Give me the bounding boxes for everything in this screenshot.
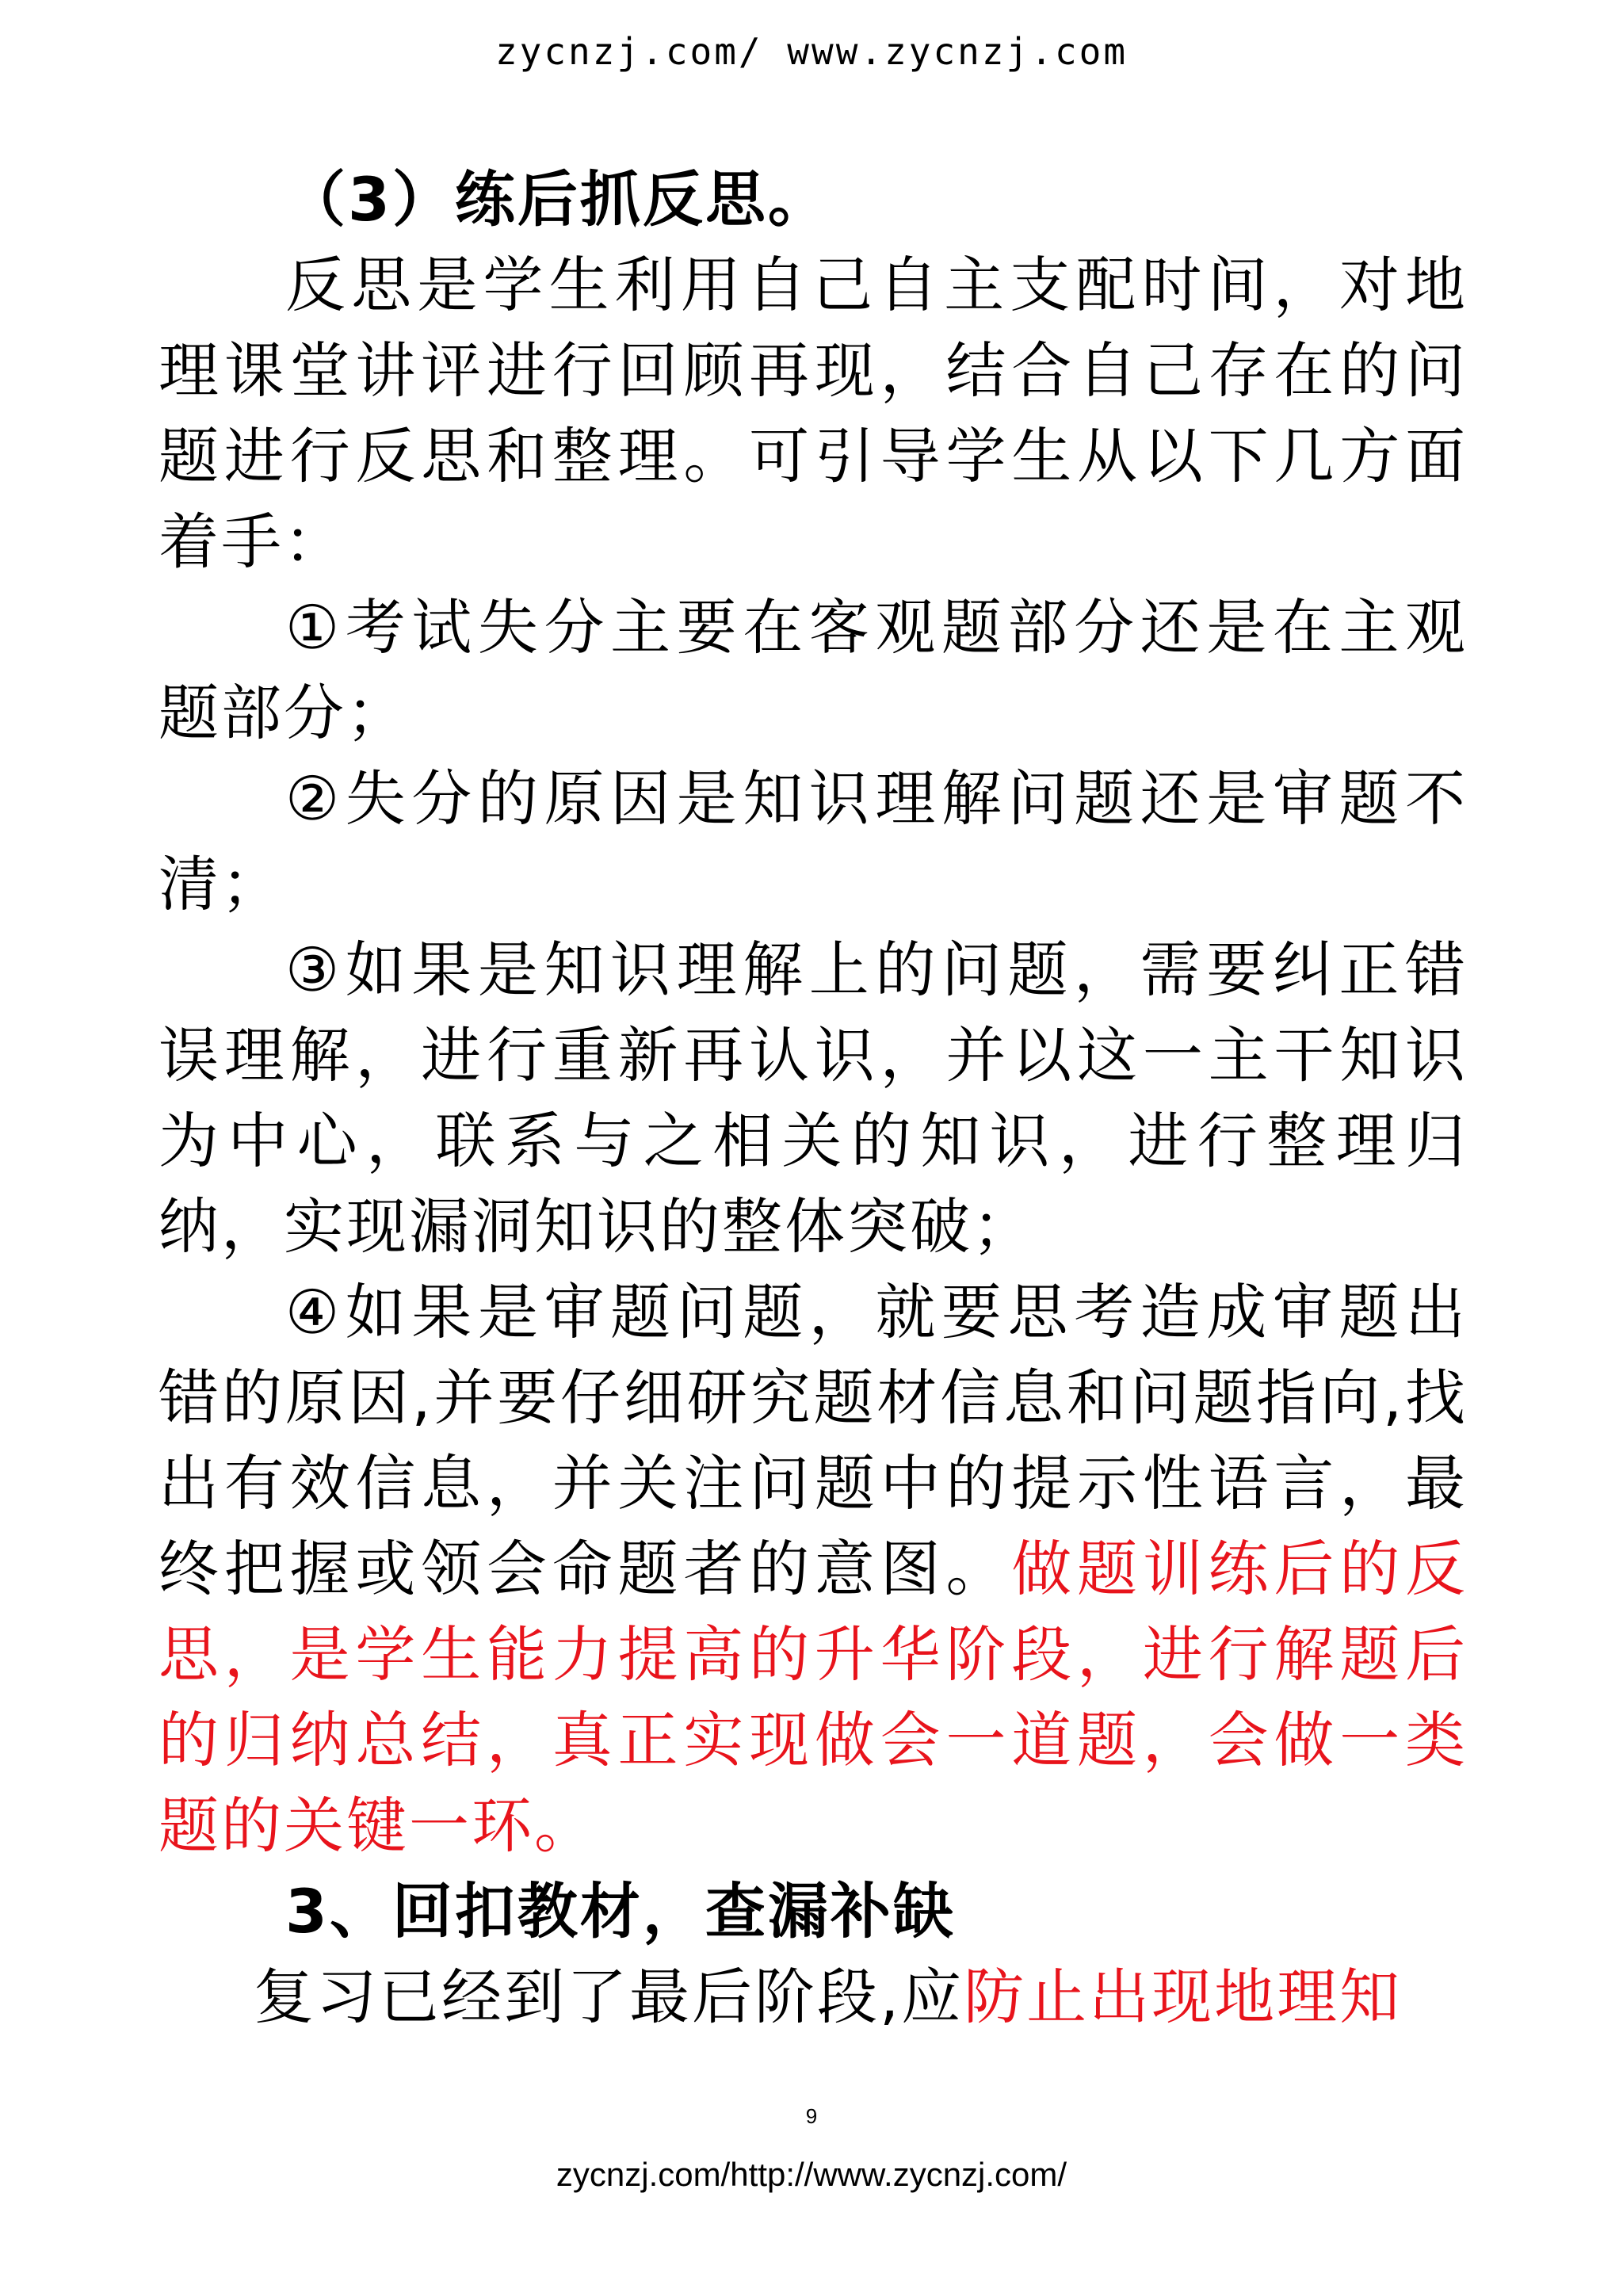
footer-url: zycnzj.com/http://www.zycnzj.com/ — [556, 2156, 1067, 2193]
page-number: 9 — [805, 2104, 818, 2128]
list-item-1: ①考试失分主要在客观题部分还是在主观题部分； — [158, 592, 1468, 748]
paragraph-final — [158, 1954, 1468, 2040]
paragraph-final-highlight: 防止出现地理知 — [964, 1962, 1403, 2032]
list-item-4-text: ④如果是审题问题，就要思考造成审题出错的原因,并要仔细研究题材信息和问题指向,找出有效信息，并关注问题中的提示性语言，最终把握或领会命题者的意图。 — [158, 1277, 1468, 1604]
list-item-4 — [158, 1270, 1468, 1869]
list-item-3: ③如果是知识理解上的问题，需要纠正错误理解，进行重新再认识，并以这一主干知识为中心，联系与之相关的知识，进行整理归纳，实现漏洞知识的整体突破； — [158, 934, 1468, 1262]
heading-reflection: （3）练后抓反思。 — [285, 164, 831, 235]
header-url: zycnzj.com/ www.zycnzj.com — [495, 30, 1128, 73]
section-3-heading: 3、回扣教材，查漏补缺 — [285, 1876, 956, 1946]
paragraph-intro: 反思是学生利用自己自主支配时间，对地理课堂讲评进行回顾再现，结合自己存在的问题进行反思和整理。可引导学生从以下几方面着手： — [158, 250, 1468, 577]
document-body — [158, 157, 1468, 2040]
paragraph-final-text: 复习已经到了最后阶段,应 — [254, 1962, 964, 2032]
list-item-4-highlight: 做题训练后的反思，是学生能力提高的升华阶段，进行解题后的归纳总结，真正实现做会一道题，会做一类题的关键一环。 — [158, 1534, 1468, 1861]
list-item-2: ②失分的原因是知识理解问题还是审题不清； — [158, 763, 1468, 919]
